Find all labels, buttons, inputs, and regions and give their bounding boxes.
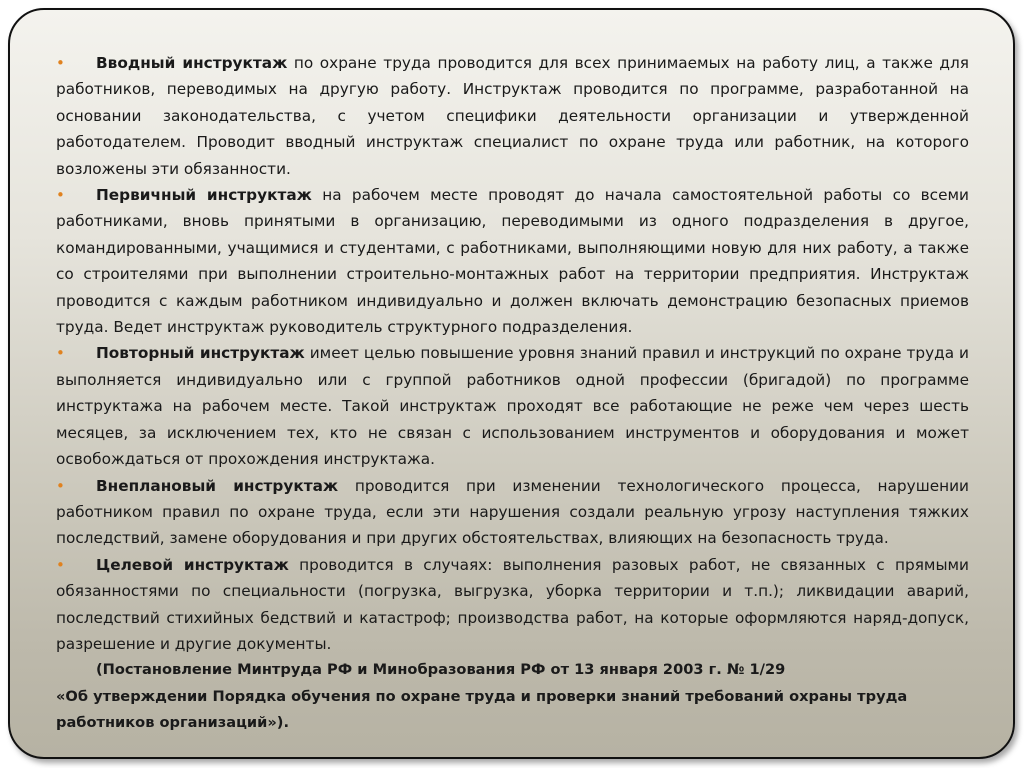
bullet-icon: •	[56, 54, 65, 72]
bullet-icon: •	[56, 186, 65, 205]
term-label: Первичный инструктаж	[96, 186, 312, 205]
list-item-tselevoy	[56, 552, 969, 658]
item-text: на рабочем месте проводят до начала самостоятельной работы со всеми работниками, вновь принятыми в организацию, переводимыми из одного подразделения в другое, командированными, учащимися и студентами, с работниками, выполняющими новую для них работу, а также со строителями при выполнении строительно-монтажных работ на территории предприятия. Инструктаж проводится с каждым работником индивидуально и должен включать демонстрацию безопасных приемов труда. Ведет инструктаж руководитель структурного подразделения.	[56, 186, 969, 337]
list-item-pervichny	[56, 182, 969, 340]
item-text: по охране труда проводится для всех принимаемых на работу лиц, а также для работников, переводимых на другую работу. Инструктаж проводится по программе, разработанной на основании законодательства, с учетом специфики деятельности организации и утвержденной работодателем. Проводит вводный инструктаж специалист по охране труда или работник, на которого возложены эти обязанности.	[56, 54, 969, 178]
list-item-vneplanovy	[56, 473, 969, 552]
slide-content	[56, 50, 969, 737]
term-label: Повторный инструктаж	[96, 344, 305, 363]
decree-reference: (Постановление Минтруда РФ и Минобразования РФ от 13 января 2003 г. № 1/29	[96, 661, 786, 679]
list-item-povtorny	[56, 340, 969, 472]
decree-title: «Об утверждении Порядка обучения по охране труда и проверки знаний требований охраны труда работников организаций»).	[56, 687, 908, 732]
term-label: Вводный инструктаж	[96, 54, 288, 72]
item-text: проводится при изменении технологического процесса, нарушении работником правил по охране труда, если эти нарушения создали реальную угрозу наступления тяжких последствий, замене оборудования и при других обстоятельствах, влияющих на безопасность труда.	[56, 476, 969, 548]
slide-frame	[8, 8, 1015, 759]
term-label: Внеплановый инструктаж	[96, 476, 339, 495]
item-text: проводится в случаях: выполнения разовых работ, не связанных с прямыми обязанностями по специальности (погрузка, выгрузка, уборка территории и т.п.); ликвидации аварий, последствий стихийных бедствий и катастроф; производства работ, на которые оформляются наряд-допуск, разрешение и другие документы.	[56, 555, 970, 653]
list-item-vvodny	[56, 50, 969, 182]
bullet-icon: •	[56, 476, 65, 495]
item-text: имеет целью повышение уровня знаний правил и инструкций по охране труда и выполняется индивидуально или с группой работников одной профессии (бригадой) по программе инструктажа на рабочем месте. Такой инструктаж проходят все работающие не реже чем через шесть месяцев, за исключением тех, кто не связан с использованием инструментов и оборудования и может освобождаться от прохождения инструктажа.	[56, 344, 969, 469]
term-label: Целевой инструктаж	[96, 555, 289, 574]
bullet-icon: •	[56, 344, 65, 363]
bullet-icon: •	[56, 555, 65, 574]
